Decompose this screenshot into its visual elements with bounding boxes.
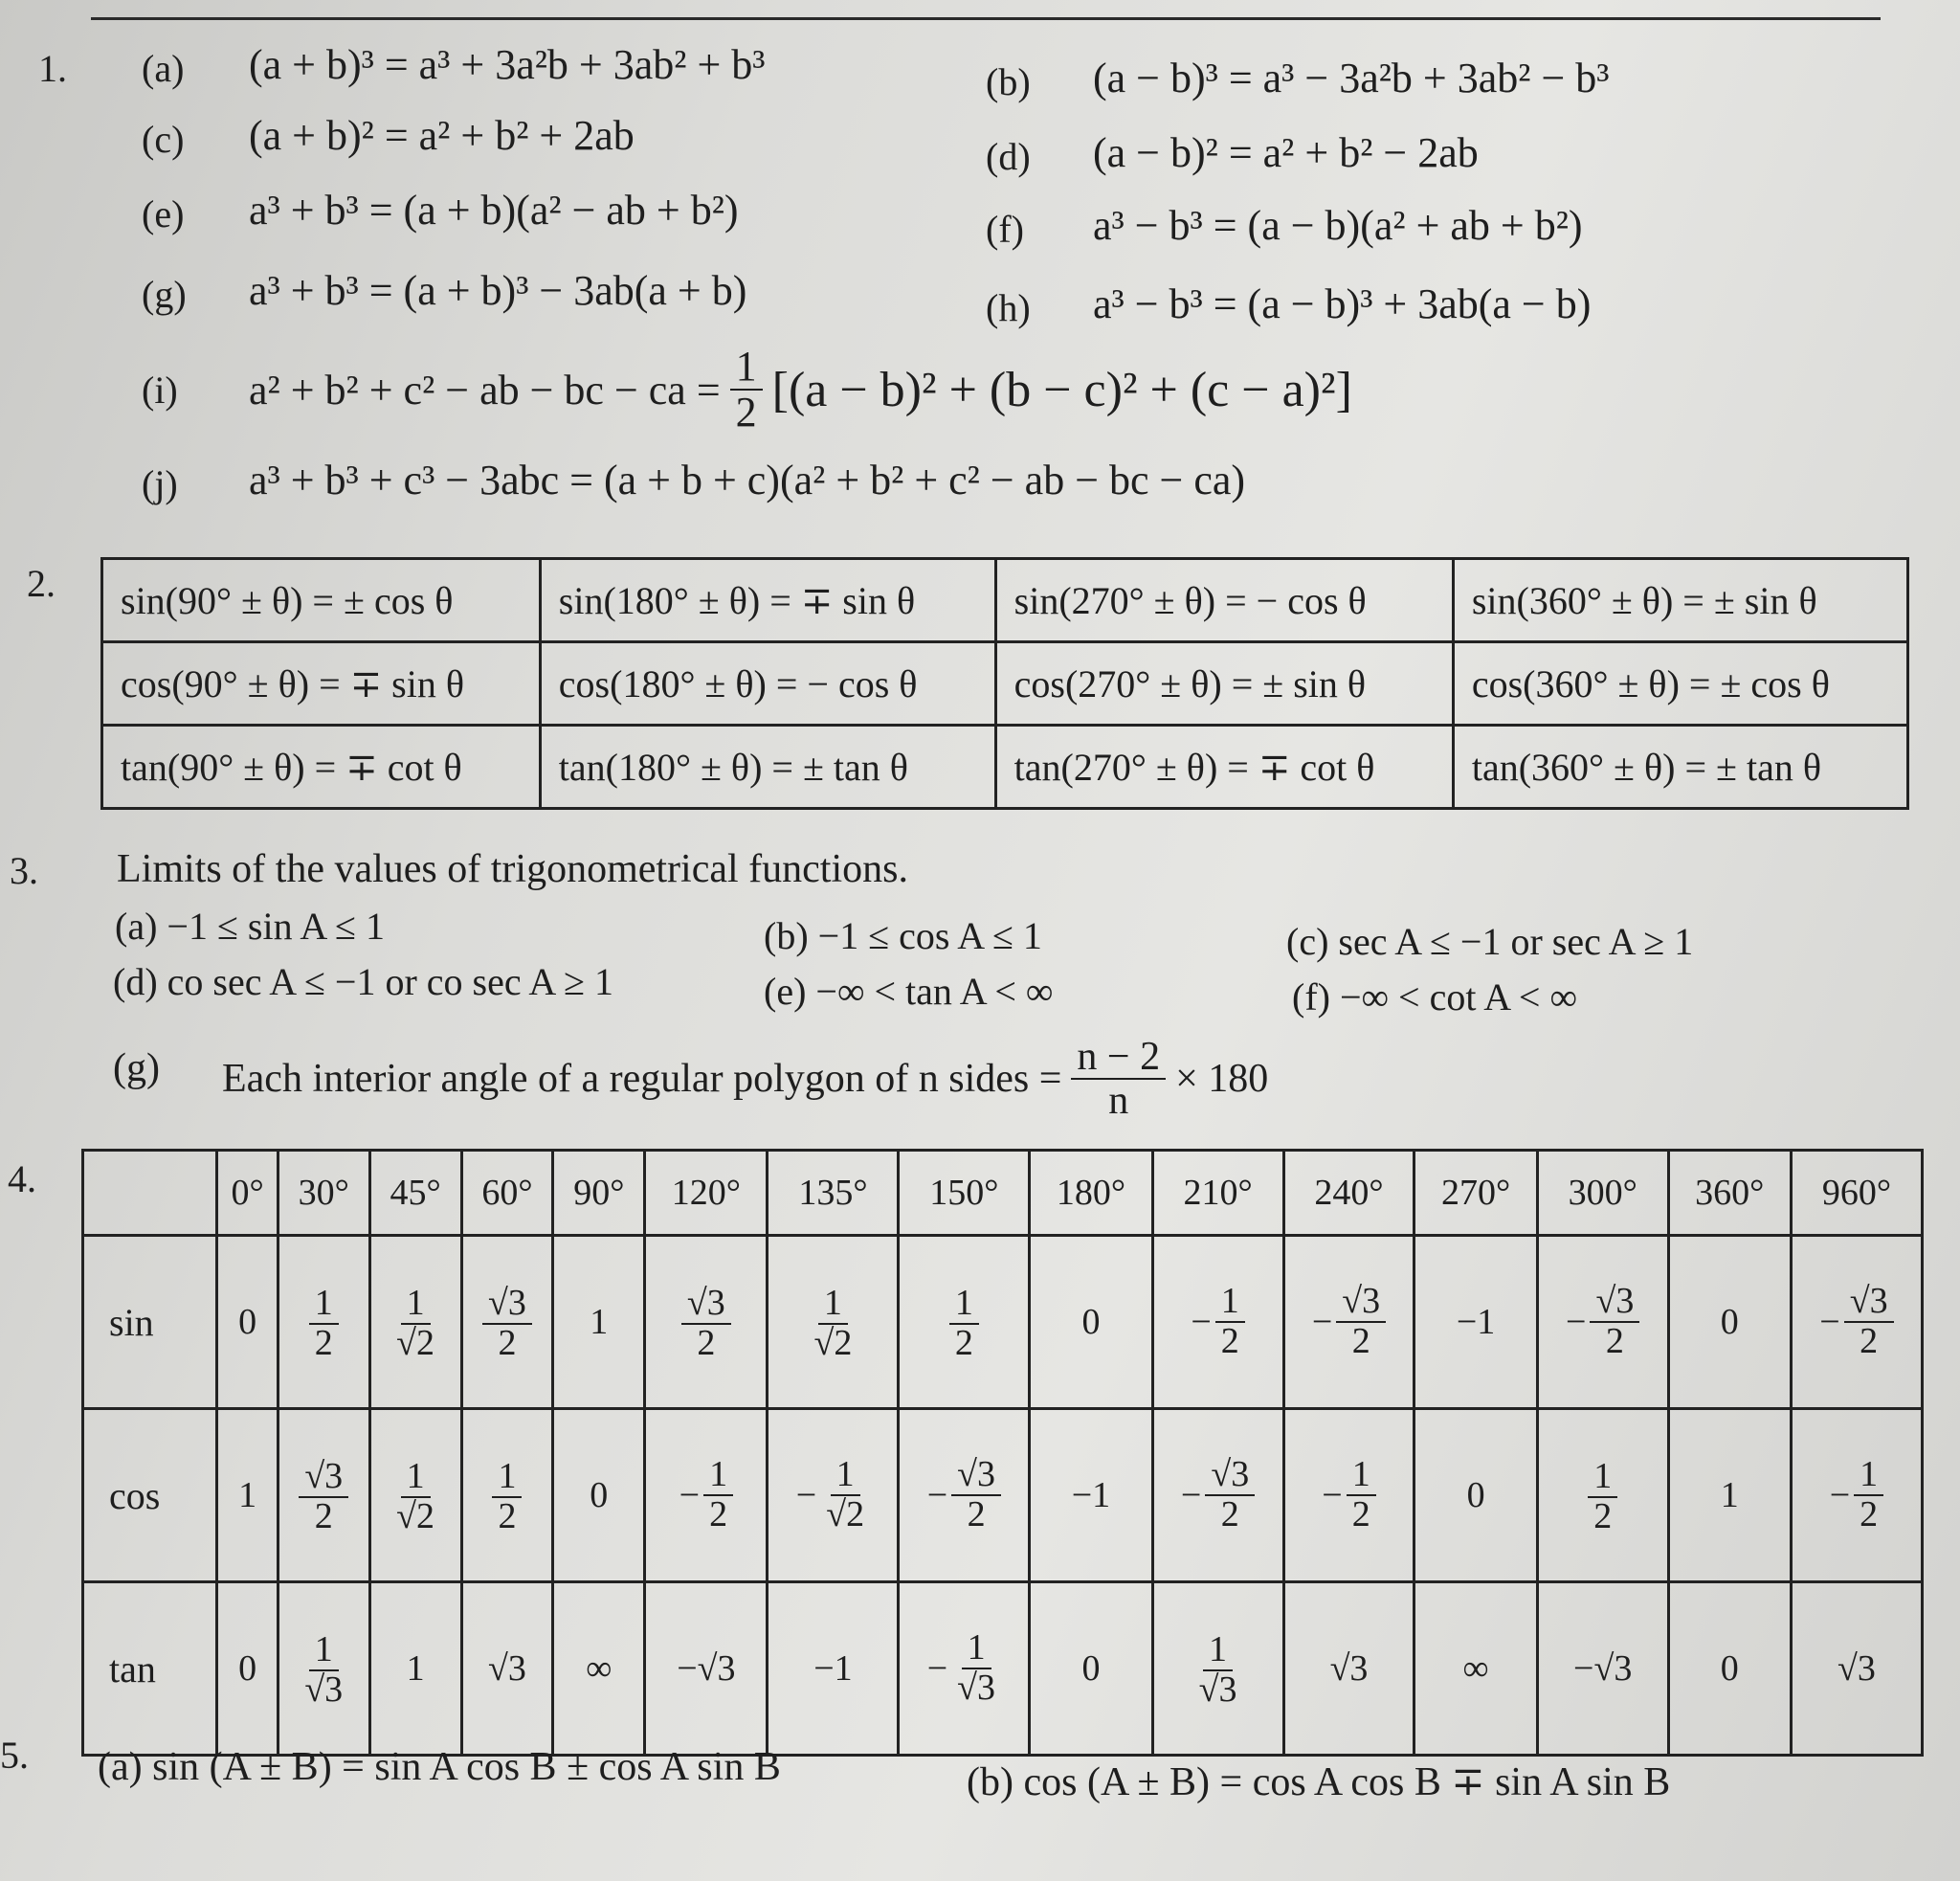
value-cell: [1791, 1409, 1922, 1582]
value-cell: [553, 1582, 645, 1756]
value-cell: [1668, 1236, 1791, 1409]
formula-c-label: (c): [142, 118, 185, 161]
section-3-number: 3.: [10, 849, 38, 892]
table-row: [102, 726, 1908, 809]
cell-value: ∞: [1462, 1648, 1489, 1689]
value-cell: [768, 1236, 899, 1409]
fraction: 1 2: [309, 1285, 339, 1363]
cell-value: 0: [1466, 1475, 1485, 1515]
cell-value: − $\frac{√3}{2}$: [927, 1456, 1001, 1534]
allied-angle-table: [100, 557, 1909, 810]
formula-a: (a + b)³ = a³ + 3a²b + 3ab² + b³: [249, 41, 766, 88]
value-cell: [899, 1582, 1030, 1756]
cell-value: 0: [1081, 1648, 1101, 1689]
cell-value: √3: [488, 1648, 526, 1689]
value-cell: [1668, 1409, 1791, 1582]
formula-i-label: (i): [142, 369, 178, 412]
table-row-tan: [83, 1582, 1923, 1756]
value-cell: [217, 1236, 278, 1409]
value-cell: [1414, 1236, 1537, 1409]
cell-value: √3: [1838, 1648, 1876, 1689]
table-cell: cos(90° ± θ) = ∓ sin θ: [102, 642, 541, 726]
cell-value: − $\frac{1}{2}$: [1322, 1456, 1375, 1534]
value-cell: [1791, 1582, 1922, 1756]
sum-formula-b: (b) cos (A ± B) = cos A cos B ∓ sin A sin B: [967, 1760, 1671, 1804]
table-cell: cos(270° ± θ) = ± sin θ: [995, 642, 1453, 726]
cell-value: 0: [1720, 1302, 1739, 1342]
formula-g: a³ + b³ = (a + b)³ − 3ab(a + b): [249, 267, 747, 314]
angle-header-cell: 270°: [1414, 1151, 1537, 1236]
cell-value: − $\frac{√3}{2}$: [1819, 1283, 1893, 1361]
fraction: $\frac{√3}{2}$: [1336, 1283, 1386, 1361]
value-cell: [1152, 1409, 1283, 1582]
cell-value: 0: [238, 1648, 257, 1689]
formula-i: [249, 345, 1352, 435]
value-cell: [369, 1236, 461, 1409]
cell-value: 0: [238, 1302, 257, 1342]
cell-value: 1: [1720, 1475, 1739, 1515]
value-cell: [1283, 1582, 1414, 1756]
value-cell: [217, 1409, 278, 1582]
table-cell: tan(360° ± θ) = ± tan θ: [1453, 726, 1907, 809]
section-4-number: 4.: [8, 1157, 36, 1200]
cell-value: [949, 1282, 979, 1363]
cell-value: 0: [590, 1475, 609, 1515]
value-cell: [217, 1582, 278, 1756]
cell-value: − $\frac{√3}{2}$: [1312, 1283, 1386, 1361]
fraction: $\frac{1}{2}$: [1347, 1456, 1376, 1534]
cell-value: 1: [406, 1648, 425, 1689]
value-cell: [278, 1409, 369, 1582]
cell-value: [809, 1282, 858, 1363]
formula-h: a³ − b³ = (a − b)³ + 3ab(a − b): [1093, 280, 1592, 327]
table-cell: sin(270° ± θ) = − cos θ: [995, 559, 1453, 642]
angle-header-cell: 135°: [768, 1151, 899, 1236]
fraction: 1 2: [1588, 1458, 1617, 1536]
fraction: $\frac{1}{2}$: [1854, 1456, 1883, 1534]
formula-c: (a + b)² = a² + b² + 2ab: [249, 112, 635, 159]
fraction: √3 2: [299, 1458, 348, 1536]
angle-header-cell: 45°: [369, 1151, 461, 1236]
value-cell: [553, 1409, 645, 1582]
value-cell: [768, 1582, 899, 1756]
value-cell: [278, 1236, 369, 1409]
function-name-cell: cos: [83, 1409, 217, 1582]
formula-j-label: (j): [142, 462, 178, 505]
value-cell: [461, 1236, 553, 1409]
value-cell: [1152, 1236, 1283, 1409]
value-cell: [461, 1582, 553, 1756]
limit-d: (d) co sec A ≤ −1 or co sec A ≥ 1: [113, 960, 614, 1003]
cell-value: [390, 1282, 440, 1363]
value-cell: [1030, 1409, 1152, 1582]
value-cell: [1668, 1582, 1791, 1756]
cell-value: [390, 1455, 440, 1536]
table-cell: sin(360° ± θ) = ± sin θ: [1453, 559, 1907, 642]
function-name-cell: sin: [83, 1236, 217, 1409]
fraction: 1 √3: [304, 1628, 344, 1710]
cell-value: [309, 1282, 339, 1363]
table-cell: tan(180° ± θ) = ± tan θ: [540, 726, 995, 809]
cell-value: [1588, 1455, 1617, 1536]
limit-c: (c) sec A ≤ −1 or sec A ≥ 1: [1286, 920, 1694, 963]
angle-header-cell: 300°: [1537, 1151, 1668, 1236]
cell-value: −1: [1456, 1302, 1496, 1342]
polygon-formula: [222, 1036, 1268, 1122]
cell-value: − $\frac{1}{√3}$: [927, 1629, 1001, 1708]
cell-value: − $\frac{1}{√2}$: [796, 1456, 870, 1534]
angle-header-cell: 120°: [645, 1151, 768, 1236]
fraction: 1 √2: [396, 1455, 435, 1536]
value-cell: [553, 1236, 645, 1409]
fraction: 1 2: [949, 1285, 979, 1363]
fraction: 1 √3: [1198, 1628, 1237, 1710]
polygon-fraction: [1071, 1036, 1166, 1122]
formula-b-label: (b): [986, 60, 1031, 103]
formula-f: a³ − b³ = (a − b)(a² + ab + b²): [1093, 202, 1583, 249]
limit-f: (f) −∞ < cot A < ∞: [1292, 975, 1578, 1019]
fraction: $\frac{√3}{2}$: [1205, 1456, 1255, 1534]
section-3-heading: Limits of the values of trigonometrical functions.: [117, 847, 908, 891]
formula-d-label: (d): [986, 135, 1031, 178]
fraction: 1 √2: [813, 1282, 853, 1363]
sum-formula-a: (a) sin (A ± B) = sin A cos B ± cos A sin B: [98, 1745, 781, 1789]
fraction: √3 2: [681, 1285, 731, 1363]
value-cell: [369, 1409, 461, 1582]
cell-value: −√3: [677, 1648, 736, 1689]
value-cell: [1030, 1236, 1152, 1409]
formula-h-label: (h): [986, 286, 1031, 329]
cell-value: 0: [1081, 1302, 1101, 1342]
value-cell: [768, 1409, 899, 1582]
formula-i-rhs: [(a − b)² + (b − c)² + (c − a)²]: [771, 362, 1352, 417]
trig-values-table: [81, 1149, 1924, 1757]
fraction: $\frac{√3}{2}$: [951, 1456, 1001, 1534]
table-cell: sin(90° ± θ) = ± cos θ: [102, 559, 541, 642]
cell-value: −√3: [1573, 1648, 1633, 1689]
formula-d: (a − b)² = a² + b² − 2ab: [1093, 129, 1479, 176]
table-row-sin: [83, 1236, 1923, 1409]
limit-b: (b) −1 ≤ cos A ≤ 1: [764, 914, 1042, 957]
polygon-numerator: n − 2: [1071, 1036, 1166, 1080]
formula-j: a³ + b³ + c³ − 3abc = (a + b + c)(a² + b² + c² − ab − bc − ca): [249, 457, 1246, 504]
fraction: $\frac{1}{2}$: [703, 1456, 733, 1534]
value-cell: [645, 1236, 768, 1409]
formula-e: a³ + b³ = (a + b)(a² − ab + b²): [249, 187, 739, 234]
cell-value: − $\frac{1}{2}$: [1191, 1283, 1244, 1361]
polygon-text: Each interior angle of a regular polygon of n sides =: [222, 1057, 1062, 1102]
table-row-cos: [83, 1409, 1923, 1582]
fraction: $\frac{1}{√3}$: [957, 1627, 996, 1708]
limit-a: (a) −1 ≤ sin A ≤ 1: [115, 905, 386, 948]
cell-value: [492, 1455, 522, 1536]
value-cell: [1030, 1582, 1152, 1756]
cell-value: 1: [590, 1302, 609, 1342]
cell-value: √3: [1329, 1648, 1369, 1689]
formula-a-label: (a): [142, 47, 185, 90]
fraction: 1 √2: [396, 1282, 435, 1363]
cell-value: − $\frac{1}{2}$: [679, 1456, 733, 1534]
formula-e-label: (e): [142, 192, 185, 235]
fraction: $\frac{1}{√2}$: [826, 1454, 865, 1534]
top-rule: [91, 17, 1881, 20]
angle-header-cell: 210°: [1152, 1151, 1283, 1236]
angle-header-cell: 360°: [1668, 1151, 1791, 1236]
cell-value: − $\frac{√3}{2}$: [1181, 1456, 1255, 1534]
value-cell: [461, 1409, 553, 1582]
value-cell: [1791, 1236, 1922, 1409]
angle-header-cell: 240°: [1283, 1151, 1414, 1236]
section-5-number: 5.: [0, 1734, 29, 1777]
section-2-number: 2.: [27, 562, 56, 605]
value-cell: [1283, 1409, 1414, 1582]
polygon-label: (g): [113, 1046, 160, 1090]
angle-header-cell: 150°: [899, 1151, 1030, 1236]
table-cell: cos(360° ± θ) = ± cos θ: [1453, 642, 1907, 726]
cell-value: [1193, 1628, 1243, 1710]
formula-f-label: (f): [986, 208, 1024, 251]
angle-header-cell: 60°: [461, 1151, 553, 1236]
value-cell: [278, 1582, 369, 1756]
value-cell: [369, 1582, 461, 1756]
limit-e: (e) −∞ < tan A < ∞: [764, 970, 1054, 1013]
angle-header-cell: 960°: [1791, 1151, 1922, 1236]
angle-header-cell: 30°: [278, 1151, 369, 1236]
angle-header-row: [83, 1151, 1923, 1236]
value-cell: [1537, 1582, 1668, 1756]
value-cell: [1414, 1409, 1537, 1582]
cell-value: [299, 1628, 348, 1710]
value-cell: [899, 1236, 1030, 1409]
cell-value: 0: [1720, 1648, 1739, 1689]
cell-value: [681, 1282, 731, 1363]
cell-value: 1: [238, 1475, 257, 1515]
angle-header-cell: 90°: [553, 1151, 645, 1236]
table-row: [102, 642, 1908, 726]
fraction: $\frac{√3}{2}$: [1590, 1283, 1639, 1361]
value-cell: [645, 1582, 768, 1756]
formula-i-fraction: [730, 345, 763, 435]
table-cell: tan(270° ± θ) = ∓ cot θ: [995, 726, 1453, 809]
table-cell: tan(90° ± θ) = ∓ cot θ: [102, 726, 541, 809]
formula-g-label: (g): [142, 273, 187, 316]
cell-value: −1: [1071, 1475, 1111, 1515]
cell-value: −1: [813, 1648, 853, 1689]
value-cell: [1537, 1236, 1668, 1409]
table-row: [102, 559, 1908, 642]
cell-value: − $\frac{√3}{2}$: [1566, 1283, 1639, 1361]
cell-value: [482, 1282, 532, 1363]
value-cell: [1152, 1582, 1283, 1756]
formula-i-denominator: 2: [735, 389, 757, 437]
table-cell: sin(180° ± θ) = ∓ sin θ: [540, 559, 995, 642]
section-1-number: 1.: [38, 47, 67, 90]
angle-header-cell: 0°: [217, 1151, 278, 1236]
fraction: $\frac{1}{2}$: [1215, 1283, 1245, 1361]
cell-value: ∞: [586, 1648, 612, 1689]
cell-value: [299, 1455, 348, 1536]
fraction: √3 2: [482, 1285, 532, 1363]
value-cell: [645, 1409, 768, 1582]
formula-b: (a − b)³ = a³ − 3a²b + 3ab² − b³: [1093, 55, 1610, 101]
corner-cell: [83, 1151, 217, 1236]
fraction: 1 2: [492, 1458, 522, 1536]
formula-i-lhs: a² + b² + c² − ab − bc − ca =: [249, 366, 721, 414]
angle-header-cell: 180°: [1030, 1151, 1152, 1236]
formula-i-numerator: 1: [730, 345, 763, 391]
value-cell: [1537, 1409, 1668, 1582]
table-cell: cos(180° ± θ) = − cos θ: [540, 642, 995, 726]
value-cell: [1414, 1582, 1537, 1756]
value-cell: [1283, 1236, 1414, 1409]
polygon-denominator: n: [1108, 1079, 1129, 1124]
function-name-cell: tan: [83, 1582, 217, 1756]
fraction: $\frac{√3}{2}$: [1844, 1283, 1894, 1361]
value-cell: [899, 1409, 1030, 1582]
cell-value: − $\frac{1}{2}$: [1830, 1456, 1883, 1534]
polygon-tail: × 180: [1175, 1057, 1269, 1102]
